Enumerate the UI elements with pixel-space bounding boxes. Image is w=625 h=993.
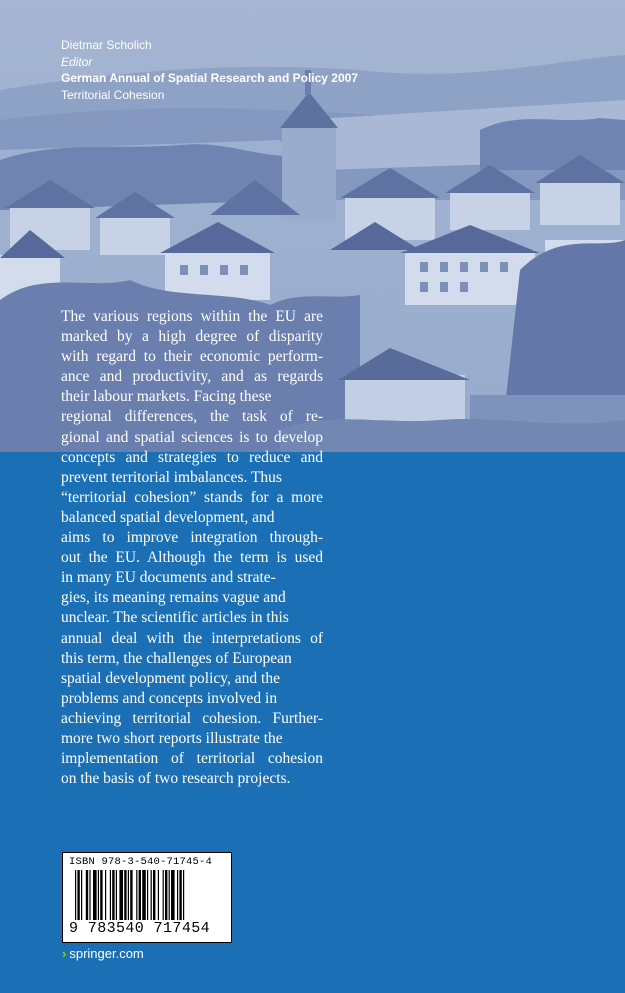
blurb-line: concepts and strategies to reduce and — [61, 448, 323, 466]
blurb-line: ance and productivity, and as regards — [61, 368, 323, 386]
blurb-line: spatial development policy, and the — [61, 669, 280, 687]
blurb-line: annual deal with the interpretations of — [61, 629, 323, 647]
blurb-line: regional differences, the task of re- — [61, 408, 323, 426]
isbn-digits: 9 783540 717454 — [69, 920, 211, 937]
blurb-line: gies, its meaning remains vague and — [61, 589, 286, 607]
editor-role: Editor — [61, 54, 93, 69]
isbn-label: ISBN 978-3-540-71745-4 — [69, 856, 213, 868]
blurb-line: prevent territorial imbalances. Thus — [61, 468, 282, 486]
blurb-line: on the basis of two research projects. — [61, 770, 291, 788]
cover-header — [61, 37, 358, 103]
blurb-line: gional and spatial sciences is to develop — [61, 428, 323, 446]
book-subtitle: Territorial Cohesion — [61, 87, 165, 102]
blurb-line: achieving territorial cohesion. Further- — [61, 709, 323, 727]
chevron-right-icon: › — [62, 946, 67, 961]
blurb-line: The various regions within the EU are — [61, 308, 323, 325]
blurb-line: more two short reports illustrate the — [61, 729, 283, 747]
blurb-line: “territorial cohesion” stands for a more — [61, 488, 323, 506]
barcode-icon — [75, 870, 221, 920]
blurb-line: out the EU. Although the term is used — [61, 549, 323, 567]
blurb-line: their labour markets. Facing these — [61, 388, 272, 406]
blurb-line: aims to improve integration through- — [61, 529, 323, 547]
blurb-line: with regard to their economic perform- — [61, 348, 323, 366]
blurb-line: problems and concepts involved in — [61, 689, 278, 707]
blurb-line: unclear. The scientific articles in this — [61, 609, 289, 627]
author-name: Dietmar Scholich — [61, 38, 152, 52]
blurb-line: implementation of territorial cohesion — [61, 750, 323, 768]
blurb-line: in many EU documents and strate- — [61, 569, 276, 587]
blurb-line: this term, the challenges of European — [61, 649, 292, 667]
blurb-line: balanced spatial development, and — [61, 508, 275, 526]
publisher-link[interactable] — [62, 946, 144, 961]
isbn-barcode-box — [62, 852, 232, 943]
blurb-line: marked by a high degree of disparity — [61, 328, 323, 346]
book-title: German Annual of Spatial Research and Policy 2007 — [61, 71, 358, 85]
blurb-text — [61, 307, 323, 789]
publisher-url: springer.com — [69, 946, 144, 961]
